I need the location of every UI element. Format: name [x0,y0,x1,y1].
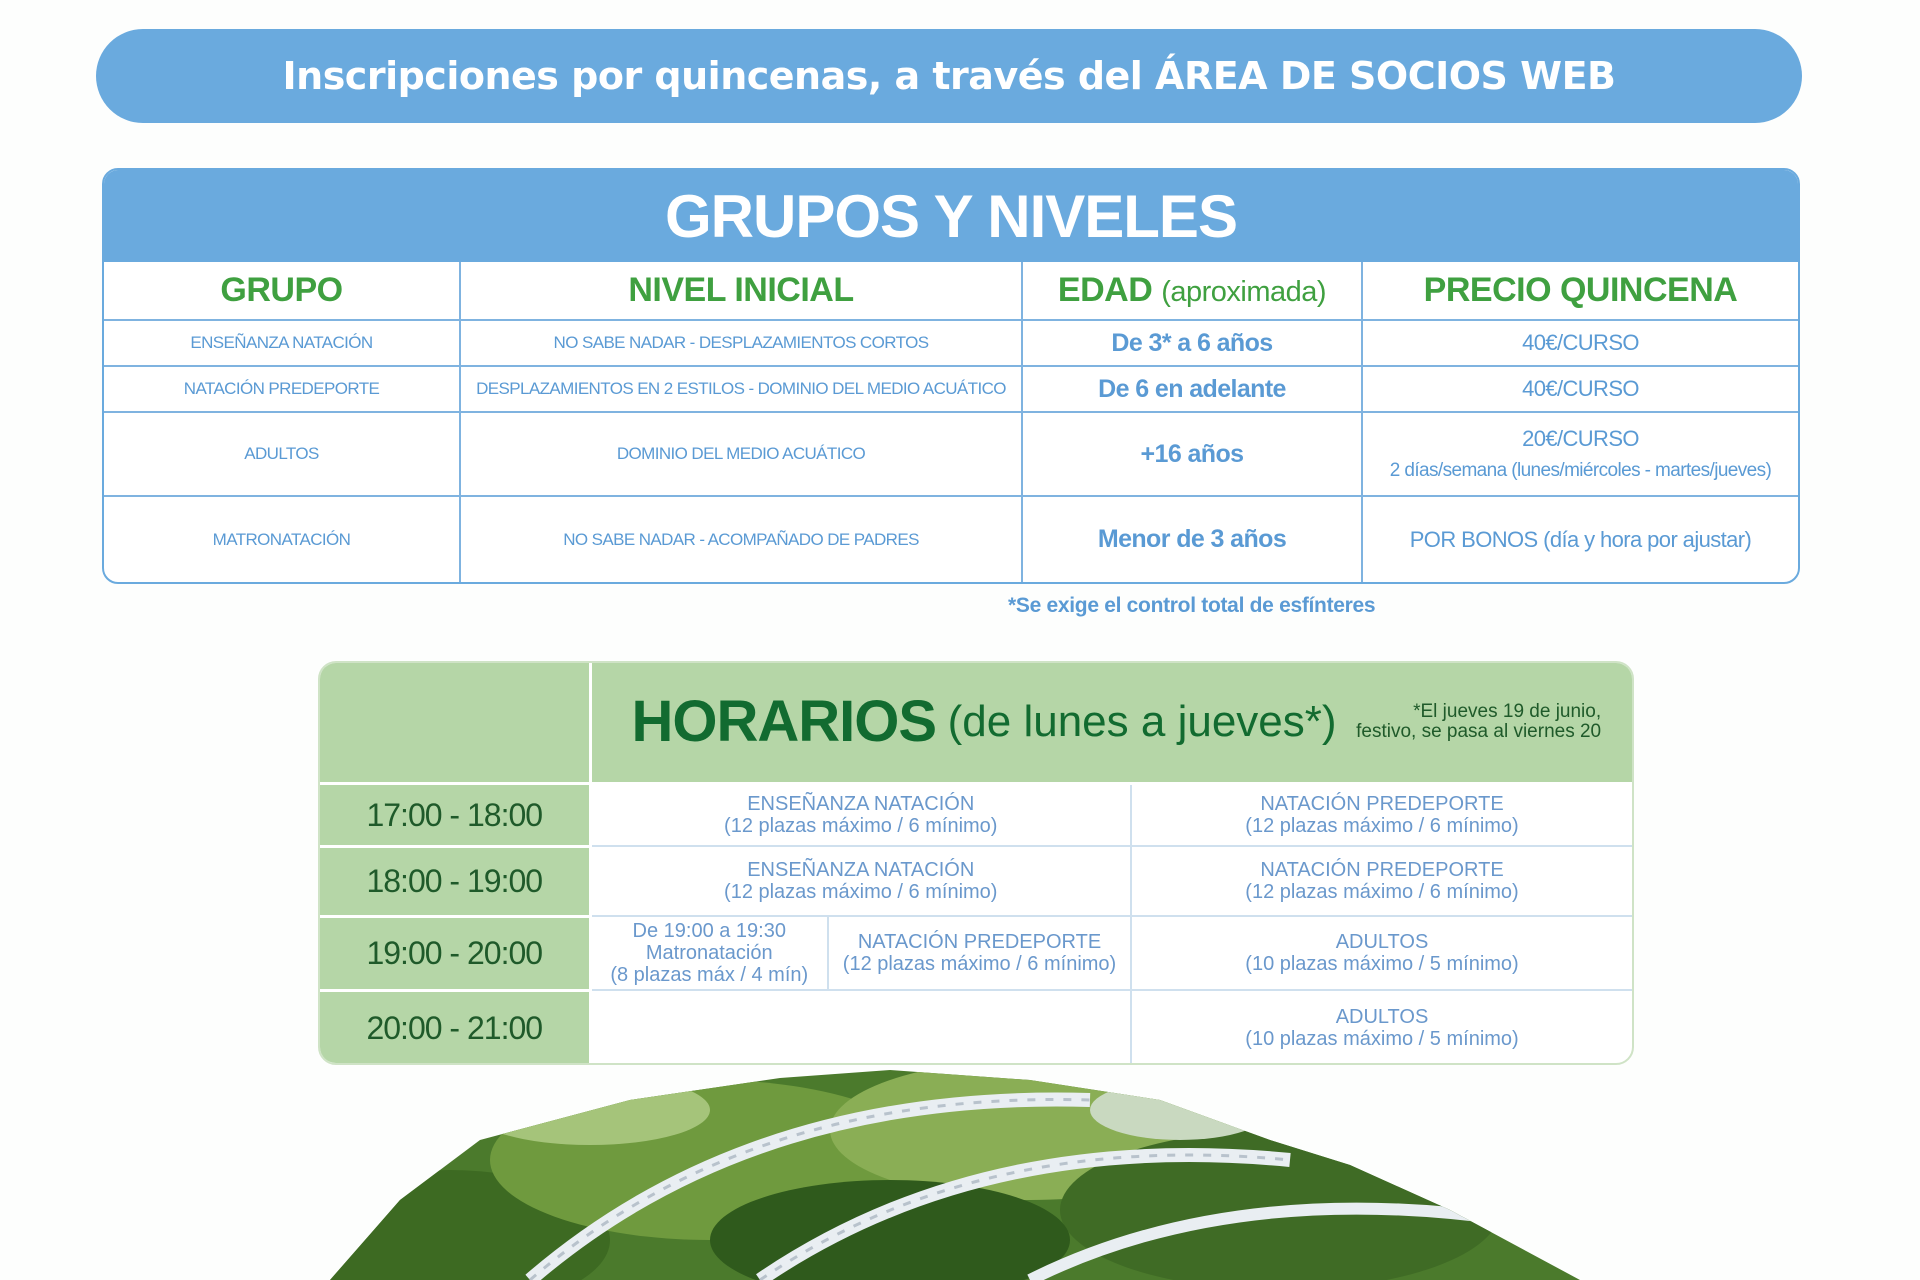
cell-grupo: MATRONATACIÓN [104,496,460,582]
class-slot [590,783,1131,846]
class-time-range: De 19:00 a 19:30 [632,920,786,942]
class-capacity: (12 plazas máximo / 6 mínimo) [1245,814,1519,837]
cell-grupo: ADULTOS [104,412,460,496]
class-title: ENSEÑANZA NATACIÓN [747,792,975,815]
cell-precio: 40€/CURSO [1362,366,1798,412]
class-capacity: (10 plazas máximo / 5 mínimo) [1245,1028,1519,1050]
cell-grupo: NATACIÓN PREDEPORTE [104,366,460,412]
class-capacity: (12 plazas máximo / 6 mínimo) [724,814,998,837]
cell-edad: De 6 en adelante [1022,366,1362,412]
schedule-table [318,661,1634,1065]
cell-nivel: NO SABE NADAR - DESPLAZAMIENTOS CORTOS [460,320,1022,366]
header-edad-label: EDAD [1057,271,1153,309]
registration-banner: Inscripciones por quincenas, a través del ÁREA DE SOCIOS WEB [96,29,1802,123]
holiday-note-line2: festivo, se pasa al viernes 20 [1356,721,1602,743]
groups-header-row [104,262,1798,320]
class-slot [1131,846,1632,916]
class-capacity: (12 plazas máximo / 6 mínimo) [1245,881,1519,903]
class-title: ENSEÑANZA NATACIÓN [747,859,975,881]
cell-precio: 40€/CURSO [1362,320,1798,366]
cell-edad: Menor de 3 años [1022,496,1362,582]
cell-edad: De 3* a 6 años [1022,320,1362,366]
class-title: NATACIÓN PREDEPORTE [1260,792,1504,815]
table-row [104,496,1798,582]
class-slot [828,916,1131,990]
holiday-note-line1: *El jueves 19 de junio, [1413,701,1602,723]
class-slot [1131,990,1632,1065]
table-row [104,320,1798,366]
cell-nivel: DOMINIO DEL MEDIO ACUÁTICO [460,412,1022,496]
schedule-row [320,916,1632,990]
cell-precio [1362,412,1798,496]
cell-grupo: ENSEÑANZA NATACIÓN [104,320,460,366]
time-slot: 19:00 - 20:00 [320,916,590,990]
schedule-header-row [320,663,1632,783]
cell-precio-sub: 2 días/semana (lunes/miércoles - martes/jueves) [1389,460,1772,481]
schedule-title-sub: (de lunes a jueves*) [947,697,1337,747]
schedule-holiday-note [1356,702,1601,742]
header-precio: PRECIO QUINCENA [1362,262,1798,320]
header-edad-sub: (aproximada) [1161,276,1327,308]
schedule-title [590,663,1632,783]
cell-edad: +16 años [1022,412,1362,496]
class-capacity: (10 plazas máximo / 5 mínimo) [1245,953,1519,975]
class-capacity: (8 plazas máx / 4 mín) [610,964,809,986]
groups-levels-table [102,168,1800,584]
schedule-corner [320,663,590,783]
class-slot [1131,783,1632,846]
groups-levels-title: GRUPOS Y NIVELES [104,170,1798,262]
schedule-row [320,990,1632,1065]
class-title: Matronatación [645,942,773,964]
header-nivel: NIVEL INICIAL [460,262,1022,320]
schedule-row [320,783,1632,846]
cell-nivel: DESPLAZAMIENTOS EN 2 ESTILOS - DOMINIO DEL MEDIO ACUÁTICO [460,366,1022,412]
class-title: NATACIÓN PREDEPORTE [857,931,1102,953]
class-title: ADULTOS [1335,931,1429,953]
schedule-grid [320,663,1632,1065]
schedule-title-main: HORARIOS [631,689,937,755]
cell-precio: POR BONOS (día y hora por ajustar) [1409,526,1752,552]
cell-precio-main: 20€/CURSO [1522,426,1639,451]
table-row [104,412,1798,496]
schedule-row [320,846,1632,916]
class-slot [590,846,1131,916]
time-slot: 17:00 - 18:00 [320,783,590,846]
pool-roof-photo [330,1070,1580,1280]
header-edad [1022,262,1362,320]
cell-nivel: NO SABE NADAR - ACOMPAÑADO DE PADRES [460,496,1022,582]
class-title: ADULTOS [1335,1006,1429,1028]
empty-slot [590,990,1131,1065]
class-slot [590,916,828,990]
class-title: NATACIÓN PREDEPORTE [1260,859,1504,881]
time-slot: 18:00 - 19:00 [320,846,590,916]
class-capacity: (12 plazas máximo / 6 mínimo) [842,953,1117,975]
sphincter-note: *Se exige el control total de esfínteres [1008,594,1376,617]
header-grupo: GRUPO [104,262,460,320]
time-slot: 20:00 - 21:00 [320,990,590,1065]
class-slot [1131,916,1632,990]
foliage-icon [330,1070,1580,1280]
groups-grid [104,262,1798,582]
table-row [104,366,1798,412]
class-capacity: (12 plazas máximo / 6 mínimo) [724,881,998,903]
